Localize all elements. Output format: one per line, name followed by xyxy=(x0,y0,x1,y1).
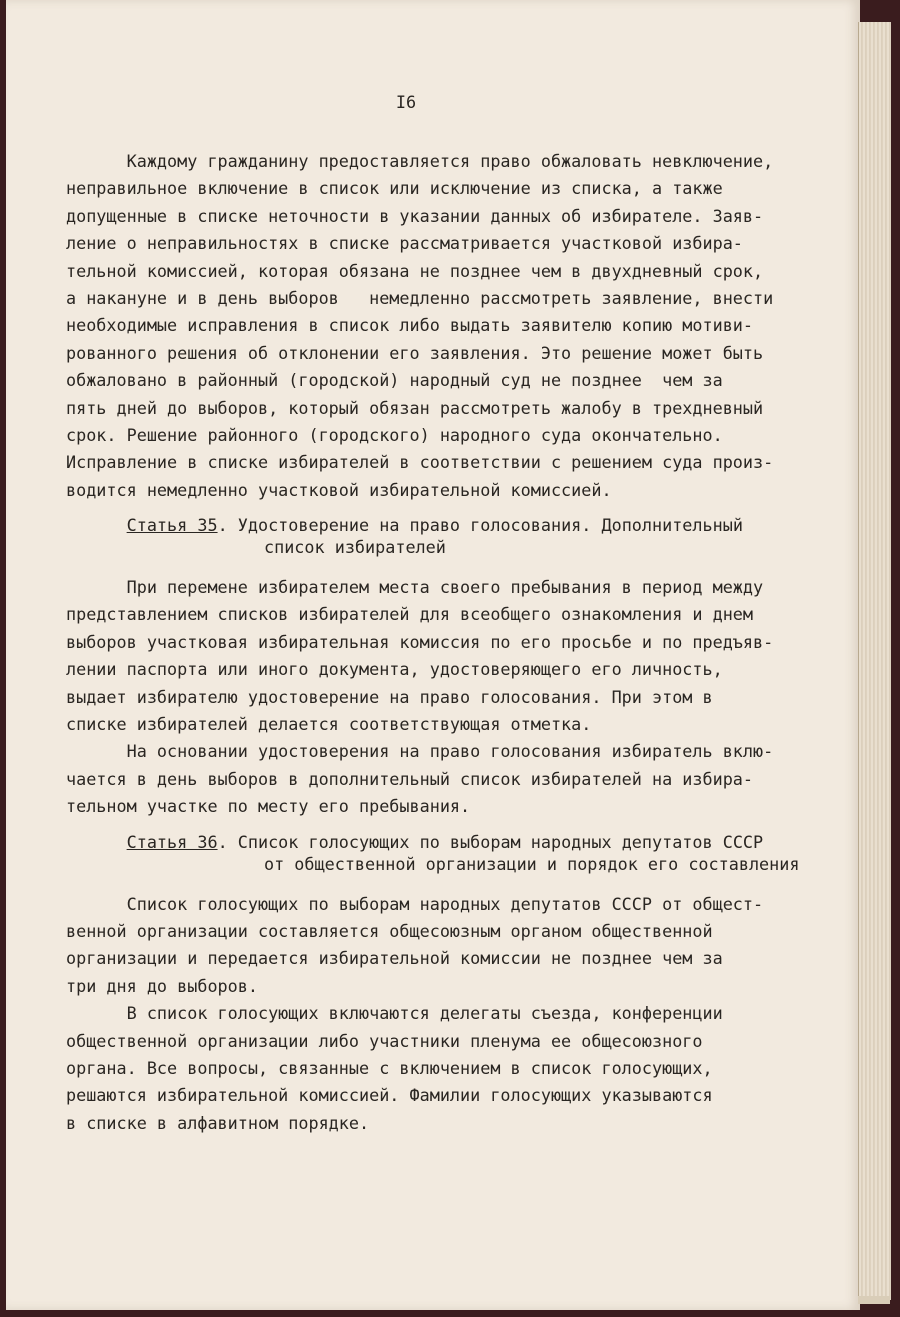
text-line: чается в день выборов в дополнительный список избирателей на избира- xyxy=(66,768,754,789)
text-line: а накануне и в день выборов немедленно рассмотреть заявление, внести xyxy=(66,287,774,308)
paragraph-voter-appeal xyxy=(66,148,846,504)
article-35-heading xyxy=(66,514,846,558)
text-line: срок. Решение районного (городского) народного суда окончательно. xyxy=(66,424,723,445)
page-number: I6 xyxy=(395,92,417,112)
document-page xyxy=(6,0,860,1310)
text-line: лении паспорта или иного документа, удостоверяющего его личность, xyxy=(66,659,723,680)
text-line: Каждому гражданину предоставляется право обжаловать невключение, xyxy=(66,151,774,171)
article-label: Статья 36 xyxy=(126,831,218,852)
article-heading-line xyxy=(66,831,846,853)
text-line: венной организации составляется общесоюзным органом общественной xyxy=(66,920,713,941)
text-line: На основании удостоверения на право голосования избиратель вклю- xyxy=(66,741,774,762)
article-label: Статья 35 xyxy=(126,515,218,536)
text-line: тельном участке по месту его пребывания. xyxy=(66,796,471,817)
text-line: тельной комиссией, которая обязана не позднее чем в двухдневный срок, xyxy=(66,260,764,281)
article-36-heading xyxy=(66,831,846,875)
page-stack-edges xyxy=(858,22,891,1300)
text-line: ление о неправильностях в списке рассматривается участковой избира- xyxy=(66,233,743,254)
page-text xyxy=(66,90,846,1137)
text-line: Список голосующих по выборам народных депутатов СССР от общест- xyxy=(66,893,764,914)
text-line: необходимые исправления в список либо выдать заявителю копию мотиви- xyxy=(66,315,754,336)
text-line: в списке в алфавитном порядке. xyxy=(66,1112,370,1133)
article-title: . Список голосующих по выборам народных депутатов СССР xyxy=(217,831,764,852)
text-line: списке избирателей делается соответствующая отметка. xyxy=(66,714,592,735)
page-stack-bottom xyxy=(858,1296,890,1304)
text-line: решаются избирательной комиссией. Фамилии голосующих указываются xyxy=(66,1085,713,1106)
paragraph-additional-list xyxy=(66,738,846,820)
text-line: неправильное включение в список или исключение из списка, а также xyxy=(66,178,723,199)
article-heading-line xyxy=(66,514,846,536)
paragraph-voter-list-compilation xyxy=(66,891,846,1001)
text-line: Исправление в списке избирателей в соответствии с решением суда произ- xyxy=(66,452,774,473)
paragraph-voting-certificate xyxy=(66,574,846,738)
text-line: допущенные в списке неточности в указании данных об избирателе. Заяв- xyxy=(66,205,764,226)
text-line: общественной организации либо участники пленума ее общесоюзного xyxy=(66,1030,703,1051)
text-line: водится немедленно участковой избирательной комиссией. xyxy=(66,479,612,500)
text-line: организации и передается избирательной комиссии не позднее чем за xyxy=(66,948,723,969)
text-line: представлением списков избирателей для всеобщего ознакомления и днем xyxy=(66,604,754,625)
article-title-continuation: от общественной организации и порядок его составления xyxy=(264,853,800,874)
text-line: рованного решения об отклонении его заявления. Это решение может быть xyxy=(66,342,764,363)
text-line: выборов участковая избирательная комиссия по его просьбе и по предъяв- xyxy=(66,631,774,652)
paragraph-voter-list-members xyxy=(66,1000,846,1137)
text-line: обжаловано в районный (городской) народный суд не позднее чем за xyxy=(66,370,723,391)
text-line: органа. Все вопросы, связанные с включением в список голосующих, xyxy=(66,1057,713,1078)
article-title-continuation: список избирателей xyxy=(264,537,446,558)
article-title: . Удостоверение на право голосования. Дополнительный xyxy=(217,515,743,536)
text-line: В список голосующих включаются делегаты съезда, конференции xyxy=(66,1003,723,1024)
text-line: пять дней до выборов, который обязан рассмотреть жалобу в трехдневный xyxy=(66,397,764,418)
text-line: При перемене избирателем места своего пребывания в период между xyxy=(66,577,764,598)
text-line: выдает избирателю удостоверение на право голосования. При этом в xyxy=(66,686,713,707)
text-line: три дня до выборов. xyxy=(66,975,258,996)
